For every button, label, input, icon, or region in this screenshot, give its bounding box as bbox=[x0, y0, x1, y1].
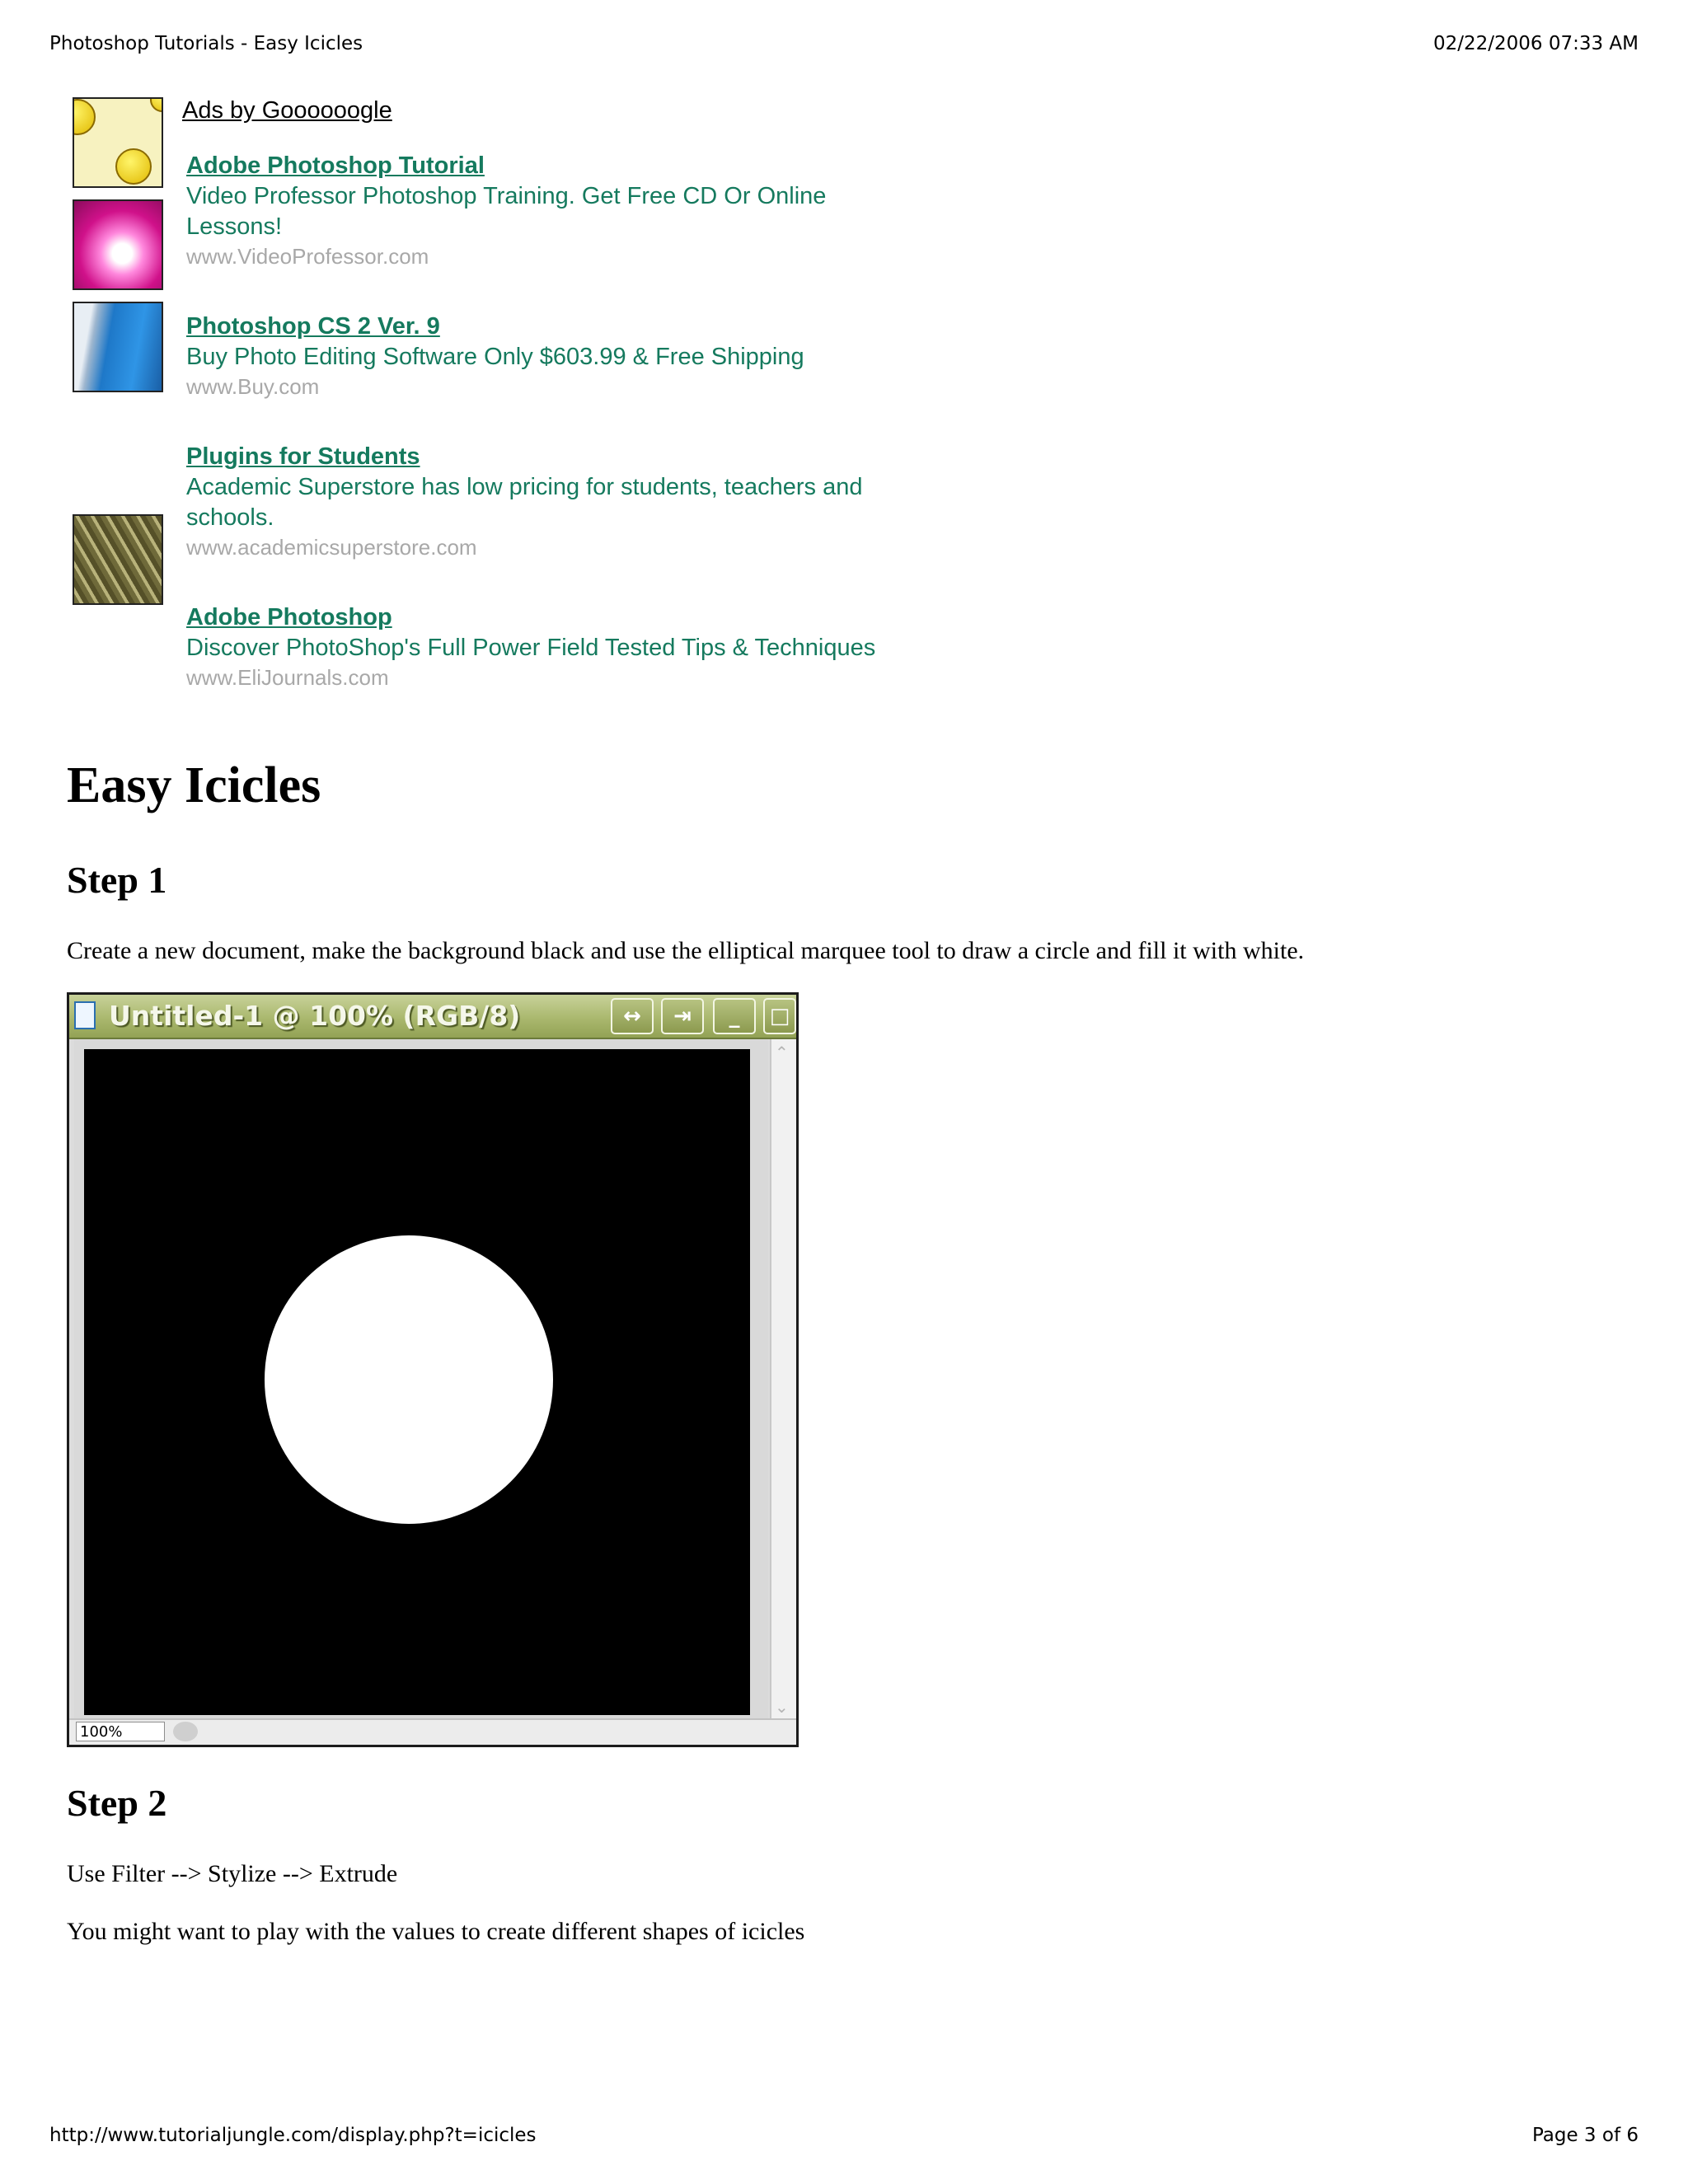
page-url: http://www.tutorialjungle.com/display.php?t=icicles bbox=[49, 2125, 537, 2146]
scroll-down-icon: ⌄ bbox=[775, 1697, 789, 1717]
ad-url[interactable]: www.academicsuperstore.com bbox=[186, 535, 477, 560]
document-title: Photoshop Tutorials - Easy Icicles bbox=[49, 33, 363, 54]
ads-by-google-link[interactable]: Ads by Goooooogle bbox=[182, 97, 392, 124]
ad-description: Video Professor Photoshop Training. Get Free CD Or Online bbox=[186, 183, 827, 209]
ad-description: schools. bbox=[186, 504, 274, 531]
page-number: Page 3 of 6 bbox=[1531, 2125, 1639, 2146]
ad-thumbnail-pink-glow[interactable] bbox=[73, 199, 163, 290]
step-2-note: You might want to play with the values to create different shapes of icicles bbox=[67, 1918, 805, 1945]
maximize-icon: □ bbox=[763, 998, 796, 1034]
print-header bbox=[49, 33, 1639, 54]
scroll-up-icon: ⌃ bbox=[775, 1043, 789, 1062]
ad-url[interactable]: www.EliJournals.com bbox=[186, 665, 389, 690]
ad-thumbnail-blue-sphere[interactable] bbox=[73, 302, 163, 392]
smiley-icon bbox=[150, 97, 163, 112]
minimize-icon: _ bbox=[713, 998, 756, 1034]
print-datetime: 02/22/2006 07:33 AM bbox=[1432, 33, 1639, 54]
black-canvas bbox=[84, 1049, 750, 1715]
ad-title-link[interactable]: Adobe Photoshop bbox=[186, 604, 392, 630]
vertical-scrollbar bbox=[770, 1039, 796, 1720]
ad-url[interactable]: www.Buy.com bbox=[186, 374, 320, 399]
print-footer bbox=[49, 2125, 1639, 2146]
close-icon bbox=[798, 998, 799, 1034]
ad-item bbox=[186, 150, 978, 270]
page-title: Easy Icicles bbox=[67, 757, 321, 813]
step-2-text: Use Filter --> Stylize --> Extrude bbox=[67, 1860, 398, 1887]
ad-description: Academic Superstore has low pricing for students, teachers and bbox=[186, 474, 863, 500]
ad-thumbnail-smileys[interactable] bbox=[73, 97, 163, 188]
window-titlebar bbox=[69, 995, 796, 1039]
ad-item bbox=[186, 311, 978, 401]
step-1-heading: Step 1 bbox=[67, 859, 167, 901]
resize-arrows-icon: ↔ bbox=[611, 998, 654, 1034]
ad-title-link[interactable]: Adobe Photoshop Tutorial bbox=[186, 152, 485, 179]
document-icon bbox=[74, 1001, 96, 1029]
ad-thumbnail-texture[interactable] bbox=[73, 514, 163, 605]
ad-description: Buy Photo Editing Software Only $603.99 & Free Shipping bbox=[186, 344, 804, 370]
white-circle bbox=[265, 1235, 553, 1524]
ad-title-link[interactable]: Plugins for Students bbox=[186, 443, 420, 470]
zoom-level: 100% bbox=[76, 1722, 165, 1741]
ad-description: Lessons! bbox=[186, 213, 283, 240]
window-title: Untitled-1 @ 100% (RGB/8) bbox=[109, 1000, 521, 1032]
zoom-button-icon bbox=[173, 1722, 198, 1741]
step-1-text: Create a new document, make the background black and use the elliptical marquee tool to draw a circle and fill it with white. bbox=[67, 937, 1305, 964]
jump-to-icon: ⇥ bbox=[661, 998, 704, 1034]
ad-url[interactable]: www.VideoProfessor.com bbox=[186, 244, 429, 269]
photoshop-document-screenshot bbox=[67, 992, 799, 1747]
smiley-icon bbox=[73, 99, 96, 135]
ad-title-link[interactable]: Photoshop CS 2 Ver. 9 bbox=[186, 313, 440, 340]
ad-item bbox=[186, 602, 978, 691]
canvas-area bbox=[74, 1039, 768, 1720]
status-bar bbox=[69, 1718, 796, 1745]
ad-description: Discover PhotoShop's Full Power Field Tested Tips & Techniques bbox=[186, 635, 876, 661]
angry-face-icon bbox=[115, 148, 152, 185]
ad-item bbox=[186, 441, 978, 561]
step-2-heading: Step 2 bbox=[67, 1782, 167, 1824]
